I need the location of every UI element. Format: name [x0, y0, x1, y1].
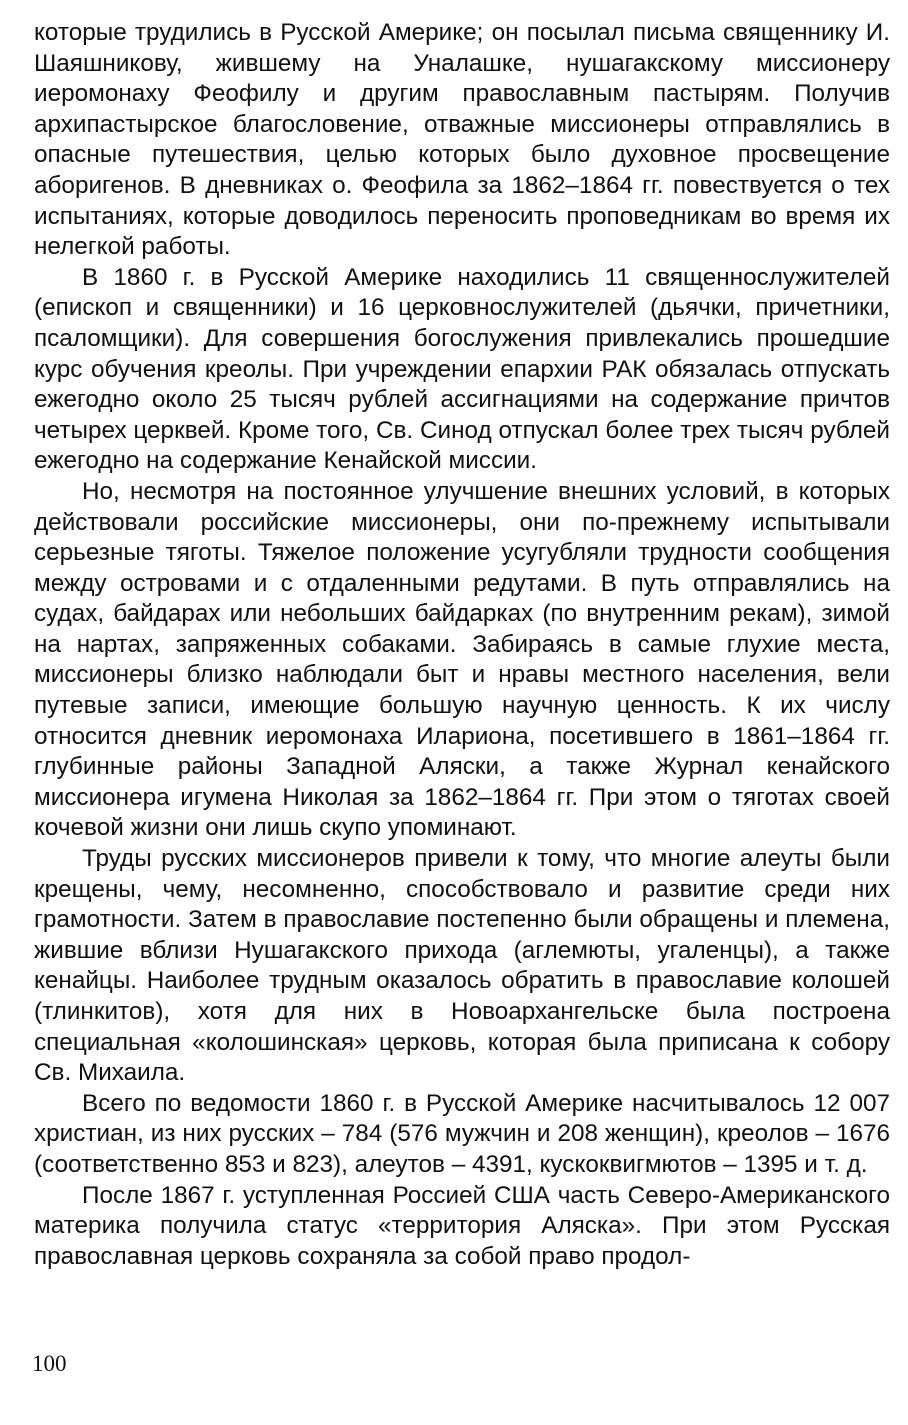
page-number: 100	[32, 1351, 67, 1376]
paragraph-3: Но, несмотря на постоянное улучшение внешних условий, в которых действовали российские миссионеры, они по-прежнему испытывали серьезные тяготы. Тяжелое положение усугубляли трудности сообщения между островами и с отдаленными редутами. В путь отправлялись на судах, байдарах или небольших байдарках (по внутренним рекам), зимой на нартах, запряженных собаками. Забираясь в самые глухие места, миссионеры близко наблюдали быт и нравы местного населения, вели путевые записи, имеющие большую научную ценность. К их числу относится дневник иеромонаха Илариона, посетившего в 1861–1864 гг. глубинные районы Западной Аляски, а также Журнал кенайского миссионера игумена Николая за 1862–1864 гг. При этом о тяготах своей кочевой жизни они лишь скупо упоминают.	[34, 477, 890, 842]
paragraph-5: Всего по ведомости 1860 г. в Русской Америке насчитывалось 12 007 христиан, из них русских – 784 (576 мужчин и 208 женщин), креолов – 1676 (соответственно 853 и 823), алеутов – 4391, кускоквигмютов – 1395 и т. д.	[34, 1089, 890, 1178]
paragraph-4: Труды русских миссионеров привели к тому, что многие алеуты были крещены, чему, несомненно, способствовало и развитие среди них грамотности. Затем в православие постепенно были обращены и племена, жившие вблизи Нушагакского прихода (аглемюты, угаленцы), а также кенайцы. Наиболее трудным оказалось обратить в православие колошей (тлинкитов), хотя для них в Новоархангельске была построена специальная «колошинская» церковь, которая была приписана к собору Св. Михаила.	[34, 845, 890, 1087]
body-text	[34, 18, 890, 1272]
paragraph-6: После 1867 г. уступленная Россией США часть Северо-Американского материка получила статус «территория Аляска». При этом Русская православная церковь сохраняла за собой право продол-	[34, 1181, 890, 1270]
paragraph-2: В 1860 г. в Русской Америке находились 11 священнослужителей (епископ и священники) и 16 церковнослужителей (дьячки, причетники, псаломщики). Для совершения богослужения привлекались прошедшие курс обучения креолы. При учреждении епархии РАК обязалась отпускать ежегодно около 25 тысяч рублей ассигнациями на содержание причтов четырех церквей. Кроме того, Св. Синод отпускал более трех тысяч рублей ежегодно на содержание Кенайской миссии.	[34, 263, 890, 475]
paragraph-1: которые трудились в Русской Америке; он посылал письма священнику И. Шаяшникову, жившему на Уналашке, нушагакскому миссионеру иеромонаху Феофилу и другим православным пастырям. Получив архипастырское благословение, отважные миссионеры отправлялись в опасные путешествия, целью которых было духовное просвещение аборигенов. В дневниках о. Феофила за 1862–1864 гг. повествуется о тех испытаниях, которые доводилось переносить проповедникам во время их нелегкой работы.	[34, 19, 890, 261]
